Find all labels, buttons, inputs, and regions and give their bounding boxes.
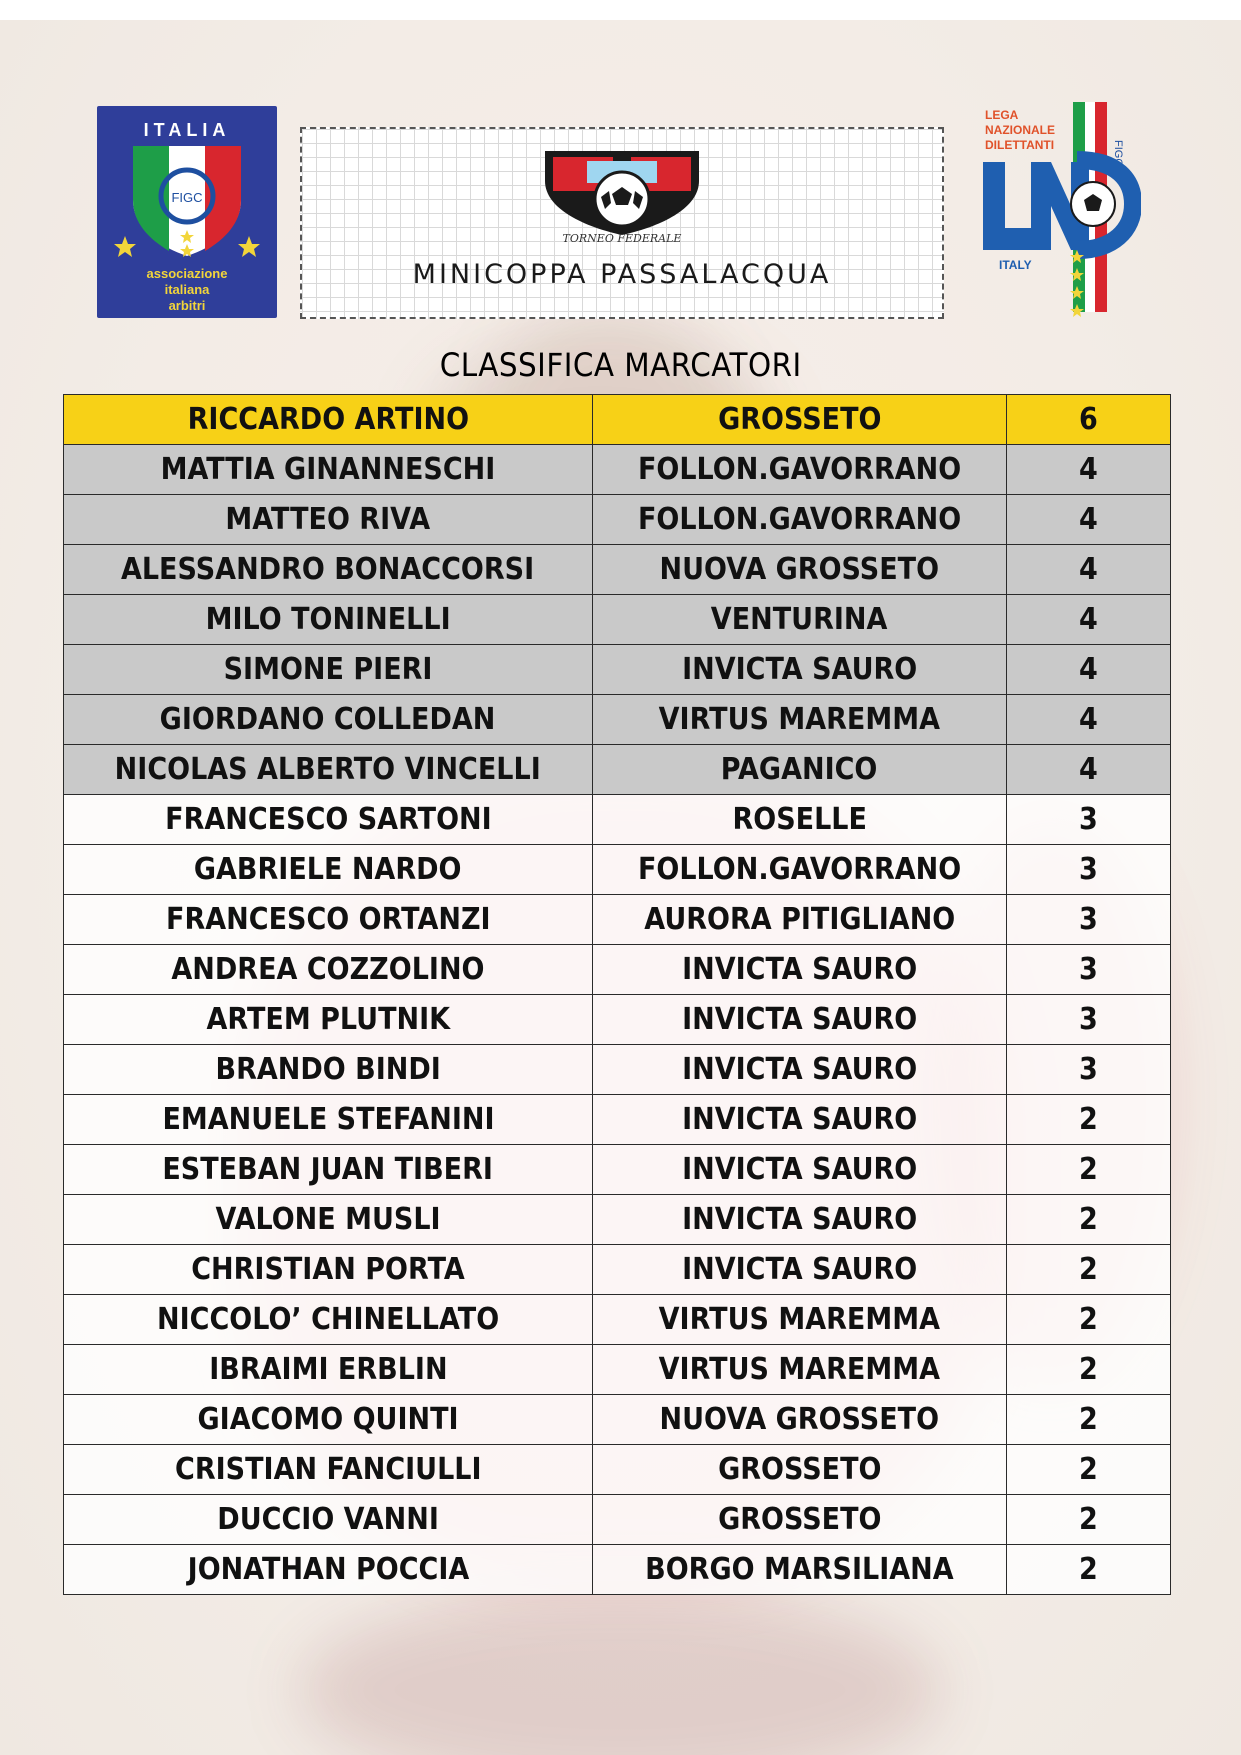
player-name-cell: EMANUELE STEFANINI (64, 1095, 593, 1145)
player-name-cell: ALESSANDRO BONACCORSI (64, 545, 593, 595)
player-name-cell: MILO TONINELLI (64, 595, 593, 645)
table-row (64, 1145, 1171, 1195)
goals-cell: 4 (1007, 445, 1171, 495)
goals-cell: 3 (1007, 945, 1171, 995)
player-name-cell: GIACOMO QUINTI (64, 1395, 593, 1445)
scorers-table (63, 394, 1171, 1595)
team-name-cell: FOLLON.GAVORRANO (593, 845, 1007, 895)
table-row (64, 895, 1171, 945)
page-title: CLASSIFICA MARCATORI (439, 346, 802, 384)
table-row (64, 595, 1171, 645)
player-name-cell: MATTEO RIVA (64, 495, 593, 545)
team-name-cell: VENTURINA (593, 595, 1007, 645)
goals-cell: 3 (1007, 795, 1171, 845)
goals-cell: 4 (1007, 645, 1171, 695)
goals-cell: 4 (1007, 545, 1171, 595)
goals-cell: 3 (1007, 1045, 1171, 1095)
goals-cell: 4 (1007, 495, 1171, 545)
table-row (64, 1045, 1171, 1095)
goals-cell: 3 (1007, 995, 1171, 1045)
goals-cell: 2 (1007, 1445, 1171, 1495)
player-name-cell: VALONE MUSLI (64, 1195, 593, 1245)
team-name-cell: INVICTA SAURO (593, 645, 1007, 695)
player-name-cell: GABRIELE NARDO (64, 845, 593, 895)
table-row (64, 1495, 1171, 1545)
team-name-cell: GROSSETO (593, 395, 1007, 445)
player-name-cell: BRANDO BINDI (64, 1045, 593, 1095)
table-row (64, 945, 1171, 995)
player-name-cell: FRANCESCO SARTONI (64, 795, 593, 845)
table-row (64, 1445, 1171, 1495)
player-name-cell: RICCARDO ARTINO (64, 395, 593, 445)
table-row (64, 845, 1171, 895)
team-name-cell: VIRTUS MAREMMA (593, 695, 1007, 745)
team-name-cell: BORGO MARSILIANA (593, 1545, 1007, 1595)
goals-cell: 2 (1007, 1545, 1171, 1595)
table-row (64, 745, 1171, 795)
player-name-cell: CHRISTIAN PORTA (64, 1245, 593, 1295)
logo-assoc-text: associazione italiana arbitri (146, 266, 228, 313)
goals-cell: 2 (1007, 1145, 1171, 1195)
team-name-cell: INVICTA SAURO (593, 995, 1007, 1045)
goals-cell: 2 (1007, 1495, 1171, 1545)
team-name-cell: FOLLON.GAVORRANO (593, 445, 1007, 495)
figc-aia-logo (97, 106, 277, 318)
team-name-cell: FOLLON.GAVORRANO (593, 495, 1007, 545)
lnd-figc-text: FIGC (1112, 140, 1124, 167)
team-name-cell: PAGANICO (593, 745, 1007, 795)
team-name-cell: INVICTA SAURO (593, 1245, 1007, 1295)
lnd-italy-text: ITALY (999, 258, 1032, 272)
goals-cell: 2 (1007, 1245, 1171, 1295)
table-row (64, 995, 1171, 1045)
team-name-cell: VIRTUS MAREMMA (593, 1295, 1007, 1345)
table-row (64, 395, 1171, 445)
table-row (64, 1095, 1171, 1145)
goals-cell: 2 (1007, 1395, 1171, 1445)
goals-cell: 6 (1007, 395, 1171, 445)
team-name-cell: GROSSETO (593, 1445, 1007, 1495)
logo-italia-text: ITALIA (143, 120, 231, 140)
table-row (64, 495, 1171, 545)
goals-cell: 3 (1007, 845, 1171, 895)
team-name-cell: INVICTA SAURO (593, 945, 1007, 995)
goals-cell: 4 (1007, 595, 1171, 645)
figc-shield-icon (111, 140, 263, 260)
lnd-lega-text: LEGA NAZIONALE DILETTANTI (985, 108, 1055, 152)
player-name-cell: JONATHAN POCCIA (64, 1545, 593, 1595)
minicoppa-logo (300, 127, 944, 319)
team-name-cell: VIRTUS MAREMMA (593, 1345, 1007, 1395)
goals-cell: 4 (1007, 745, 1171, 795)
goals-cell: 2 (1007, 1295, 1171, 1345)
player-name-cell: ESTEBAN JUAN TIBERI (64, 1145, 593, 1195)
team-name-cell: INVICTA SAURO (593, 1195, 1007, 1245)
table-row (64, 1545, 1171, 1595)
player-name-cell: NICCOLO’ CHINELLATO (64, 1295, 593, 1345)
table-row (64, 1245, 1171, 1295)
player-name-cell: MATTIA GINANNESCHI (64, 445, 593, 495)
table-row (64, 1345, 1171, 1395)
tournament-shield-icon (539, 147, 705, 237)
lnd-logo (965, 100, 1141, 320)
tournament-name: MINICOPPA PASSALACQUA (412, 259, 832, 290)
goals-cell: 2 (1007, 1095, 1171, 1145)
table-row (64, 795, 1171, 845)
table-row (64, 645, 1171, 695)
team-name-cell: NUOVA GROSSETO (593, 545, 1007, 595)
tournament-tagline: TORNEO FEDERALE (562, 232, 682, 245)
goals-cell: 2 (1007, 1345, 1171, 1395)
player-name-cell: ANDREA COZZOLINO (64, 945, 593, 995)
team-name-cell: INVICTA SAURO (593, 1095, 1007, 1145)
player-name-cell: IBRAIMI ERBLIN (64, 1345, 593, 1395)
table-row (64, 1195, 1171, 1245)
goals-cell: 4 (1007, 695, 1171, 745)
table-row (64, 1395, 1171, 1445)
player-name-cell: DUCCIO VANNI (64, 1495, 593, 1545)
player-name-cell: SIMONE PIERI (64, 645, 593, 695)
table-row (64, 1295, 1171, 1345)
logo-figc-text: FIGC (171, 190, 203, 205)
team-name-cell: AURORA PITIGLIANO (593, 895, 1007, 945)
team-name-cell: ROSELLE (593, 795, 1007, 845)
team-name-cell: INVICTA SAURO (593, 1045, 1007, 1095)
goals-cell: 3 (1007, 895, 1171, 945)
table-row (64, 695, 1171, 745)
team-name-cell: NUOVA GROSSETO (593, 1395, 1007, 1445)
team-name-cell: INVICTA SAURO (593, 1145, 1007, 1195)
player-name-cell: NICOLAS ALBERTO VINCELLI (64, 745, 593, 795)
team-name-cell: GROSSETO (593, 1495, 1007, 1545)
table-row (64, 445, 1171, 495)
player-name-cell: CRISTIAN FANCIULLI (64, 1445, 593, 1495)
goals-cell: 2 (1007, 1195, 1171, 1245)
table-row (64, 545, 1171, 595)
player-name-cell: GIORDANO COLLEDAN (64, 695, 593, 745)
player-name-cell: ARTEM PLUTNIK (64, 995, 593, 1045)
player-name-cell: FRANCESCO ORTANZI (64, 895, 593, 945)
